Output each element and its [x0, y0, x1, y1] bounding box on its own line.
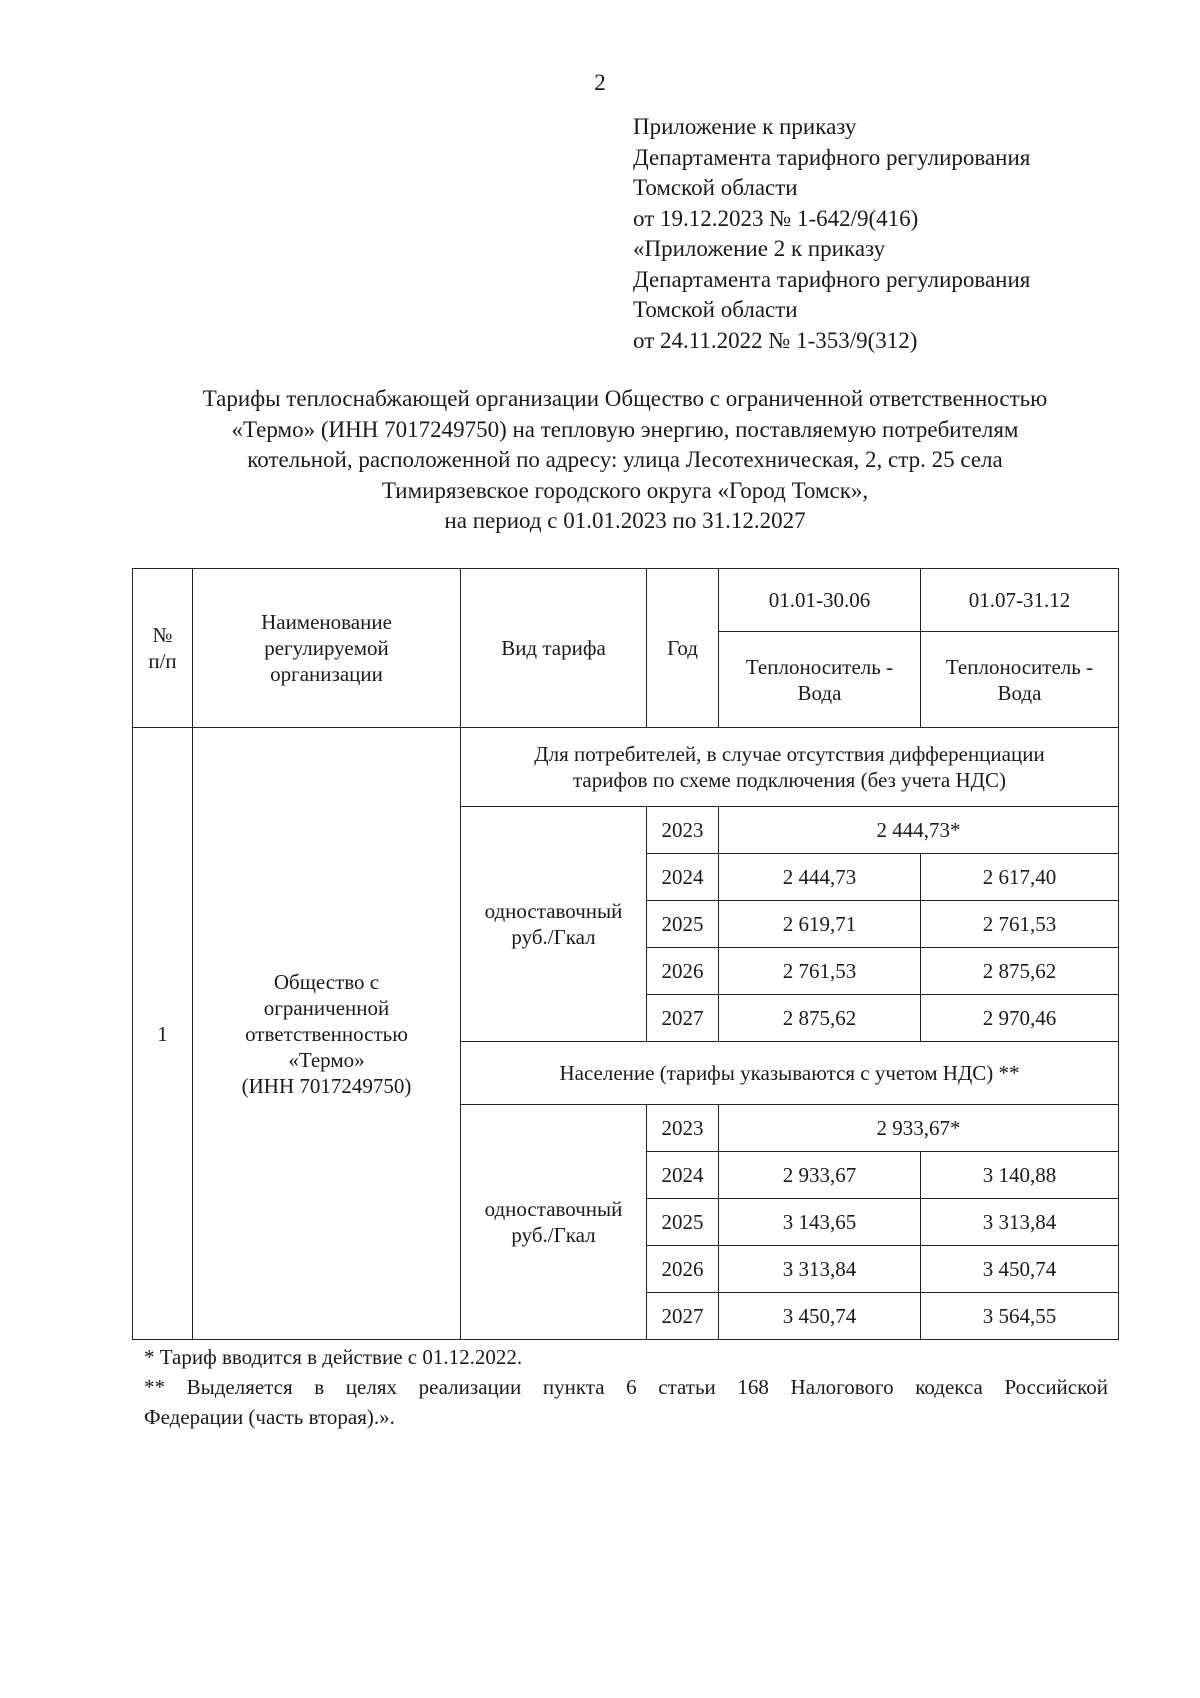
header-carrier-line: Вода: [797, 680, 842, 705]
footnotes: [144, 1342, 1108, 1432]
section-title-line: тарифов по схеме подключения (без учета НДС): [572, 768, 1006, 792]
title-line: котельной, расположенной по адресу: улица Лесотехническая, 2, стр. 25 села: [247, 447, 1003, 472]
header-carrier-line: Теплоноситель -: [745, 654, 894, 679]
year-cell: 2025: [647, 901, 719, 948]
tariff-value-h2: 3 450,74: [921, 1246, 1119, 1293]
header-carrier-line: Вода: [997, 680, 1042, 705]
header-carrier-1: [719, 632, 921, 728]
appendix-line: от 19.12.2023 № 1-642/9(416): [633, 205, 919, 231]
header-tariff-type: Вид тарифа: [461, 569, 647, 728]
tariff-value-h2: 2 875,62: [921, 948, 1119, 995]
org-name-line: «Термо»: [288, 1047, 365, 1072]
year-cell: 2023: [647, 1105, 719, 1152]
header-carrier-2: [921, 632, 1119, 728]
tariff-value-h1: 2 444,73: [719, 854, 921, 901]
tariff-table: [132, 568, 1119, 1340]
year-cell: 2024: [647, 1152, 719, 1199]
header-num-line: №: [152, 623, 173, 647]
appendix-header: [633, 112, 1030, 356]
header-org-line: регулируемой: [264, 636, 389, 660]
tariff-value-h2: 3 313,84: [921, 1199, 1119, 1246]
tariff-label-line: руб./Гкал: [511, 1223, 596, 1247]
section-title-consumers: [461, 728, 1119, 807]
title-line: на период с 01.01.2023 по 31.12.2027: [444, 508, 806, 533]
tariff-value-merged: 2 444,73*: [719, 807, 1119, 854]
org-name-line: ограниченной: [263, 995, 390, 1020]
tariff-value-h1: 2 761,53: [719, 948, 921, 995]
footnote-2: [144, 1372, 1108, 1432]
year-cell: 2027: [647, 1293, 719, 1340]
tariff-label-line: одноставочный: [484, 1197, 623, 1221]
tariff-value-h2: 2 761,53: [921, 901, 1119, 948]
tariff-value-h1: 2 875,62: [719, 995, 921, 1042]
header-period-2: 01.07-31.12: [921, 569, 1119, 632]
section-title-population: Население (тарифы указываются с учетом НДС) **: [461, 1042, 1119, 1105]
footnote-1: * Тариф вводится в действие с 01.12.2022.: [144, 1345, 523, 1369]
tariff-value-h2: 2 617,40: [921, 854, 1119, 901]
year-cell: 2025: [647, 1199, 719, 1246]
tariff-label-line: руб./Гкал: [511, 925, 596, 949]
footnote-2-line: ** Выделяется в целях реализации пункта 6 статьи 168 Налогового кодекса Российской: [144, 1375, 1108, 1399]
year-cell: 2027: [647, 995, 719, 1042]
org-name-line: Общество с: [273, 969, 380, 994]
appendix-line: Приложение к приказу: [633, 114, 857, 139]
row-number: 1: [133, 728, 193, 1340]
tariff-value-h2: 3 140,88: [921, 1152, 1119, 1199]
tariff-value-h1: 2 933,67: [719, 1152, 921, 1199]
header-period-1: 01.01-30.06: [719, 569, 921, 632]
tariff-value-h2: 3 564,55: [921, 1293, 1119, 1340]
header-carrier-line: Теплоноситель -: [945, 654, 1094, 679]
tariff-label-line: одноставочный: [484, 899, 623, 923]
appendix-line: Томской области: [633, 175, 798, 200]
tariff-value-h1: 3 313,84: [719, 1246, 921, 1293]
header-year: Год: [647, 569, 719, 728]
org-name-line: ответственностью: [245, 1021, 408, 1046]
title-line: Тарифы теплоснабжающей организации Общество с ограниченной ответственностью: [202, 386, 1048, 411]
appendix-line: Департамента тарифного регулирования: [633, 266, 1031, 292]
year-cell: 2026: [647, 1246, 719, 1293]
tariff-value-h2: 2 970,46: [921, 995, 1119, 1042]
tariff-value-h1: 2 619,71: [719, 901, 921, 948]
year-cell: 2023: [647, 807, 719, 854]
footnote-2-line: Федерации (часть вторая).».: [144, 1405, 395, 1429]
table-row: [133, 728, 1119, 807]
title-line: «Термо» (ИНН 7017249750) на тепловую энергию, поставляемую потребителям: [231, 416, 1019, 442]
appendix-line: «Приложение 2 к приказу: [633, 236, 886, 261]
tariff-value-h1: 3 450,74: [719, 1293, 921, 1340]
year-cell: 2024: [647, 854, 719, 901]
year-cell: 2026: [647, 948, 719, 995]
tariff-value-merged: 2 933,67*: [719, 1105, 1119, 1152]
title-line: Тимирязевское городского округа «Город Томск»,: [381, 477, 869, 503]
appendix-line: от 24.11.2022 № 1-353/9(312): [633, 327, 918, 353]
header-num: [133, 569, 193, 728]
header-org: [193, 569, 461, 728]
header-org-line: организации: [270, 662, 383, 686]
org-name: [193, 728, 461, 1340]
document-title: [130, 384, 1120, 537]
header-org-line: Наименование: [261, 610, 392, 634]
appendix-line: Департамента тарифного регулирования: [633, 144, 1031, 170]
header-num-line: п/п: [148, 649, 177, 673]
tariff-label: [461, 807, 647, 1042]
tariff-label: [461, 1105, 647, 1340]
page-number: 2: [594, 70, 606, 95]
table-header-row: [133, 569, 1119, 632]
section-title-line: Для потребителей, в случае отсутствия дифференциации: [534, 742, 1045, 766]
appendix-line: Томской области: [633, 297, 798, 322]
org-name-line: (ИНН 7017249750): [241, 1073, 412, 1098]
tariff-value-h1: 3 143,65: [719, 1199, 921, 1246]
